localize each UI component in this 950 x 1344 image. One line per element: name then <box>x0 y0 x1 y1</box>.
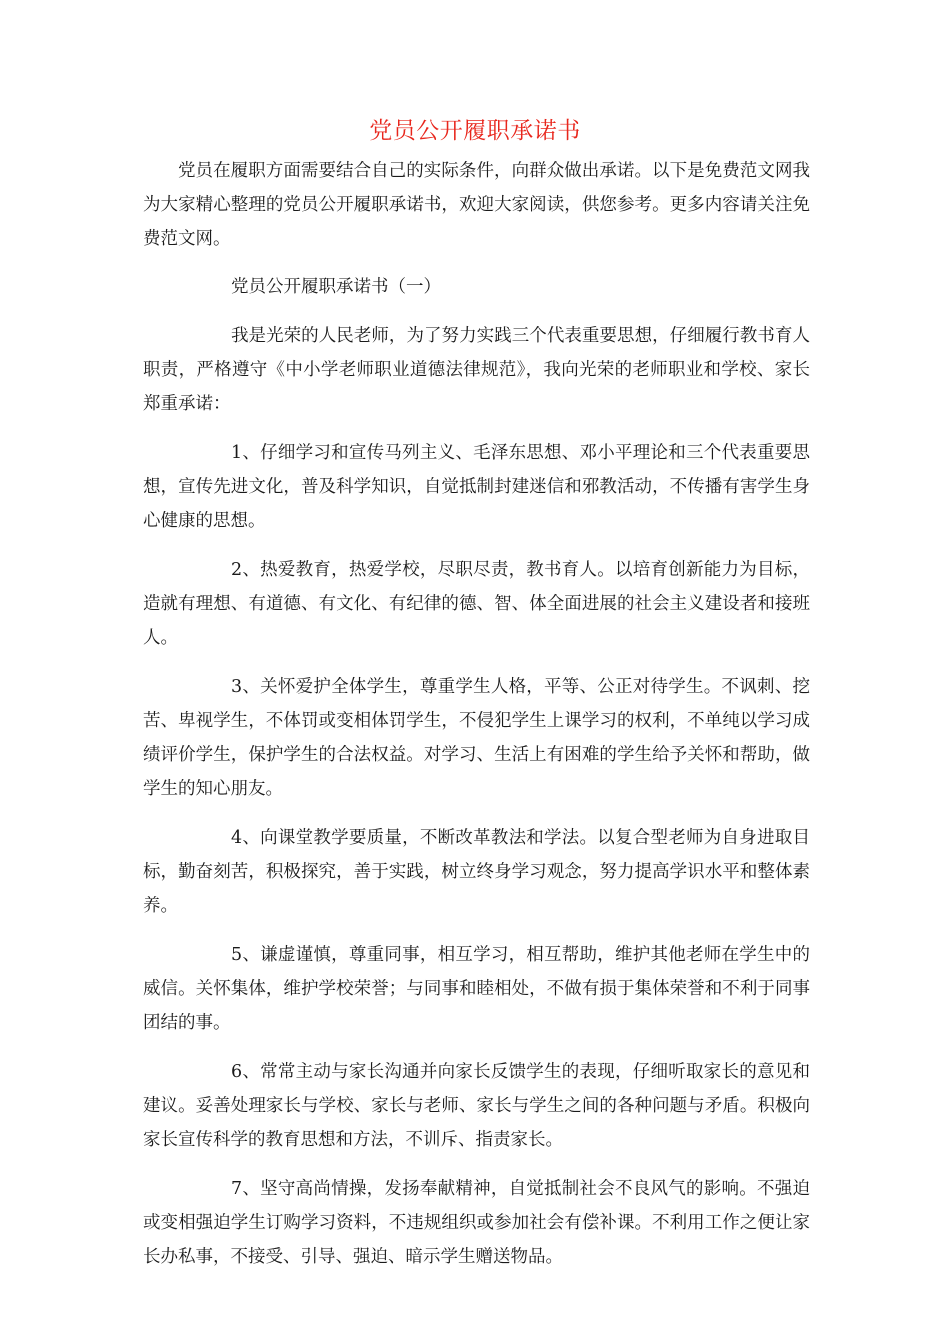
commitment-item-2: 2、热爱教育，热爱学校，尽职尽责，教书育人。以培育创新能力为目标，造就有理想、有道德、有文化、有纪律的德、智、体全面进展的社会主义建设者和接班人。 <box>143 560 810 648</box>
commitment-item-1: 1、仔细学习和宣传马列主义、毛泽东思想、邓小平理论和三个代表重要思想，宣传先进文化，普及科学知识，自觉抵制封建迷信和邪教活动，不传播有害学生身心健康的思想。 <box>143 443 810 531</box>
commitment-item-3: 3、关怀爱护全体学生，尊重学生人格，平等、公正对待学生。不讽刺、挖苦、卑视学生，不体罚或变相体罚学生，不侵犯学生上课学习的权利，不单纯以学习成绩评价学生，保护学生的合法权益。对学习、生活上有困难的学生给予关怀和帮助，做学生的知心朋友。 <box>143 677 810 799</box>
opening-paragraph: 我是光荣的人民老师，为了努力实践三个代表重要思想，仔细履行教书育人职责，严格遵守《中小学老师职业道德法律规范》，我向光荣的老师职业和学校、家长郑重承诺： <box>143 326 810 414</box>
section-title: 党员公开履职承诺书（一） <box>231 277 441 297</box>
document-title: 党员公开履职承诺书 <box>369 118 581 144</box>
commitment-item-7: 7、坚守高尚情操，发扬奉献精神，自觉抵制社会不良风气的影响。不强迫或变相强迫学生订购学习资料，不违规组织或参加社会有偿补课。不利用工作之便让家长办私事，不接受、引导、强迫、暗示学生赠送物品。 <box>143 1179 810 1267</box>
document-body <box>143 154 810 1289</box>
commitment-item-4: 4、向课堂教学要质量，不断改革教法和学法。以复合型老师为自身进取目标，勤奋刻苦，积极探究，善于实践，树立终身学习观念，努力提高学识水平和整体素养。 <box>143 828 810 916</box>
commitment-item-6: 6、常常主动与家长沟通并向家长反馈学生的表现，仔细听取家长的意见和建议。妥善处理家长与学校、家长与老师、家长与学生之间的各种问题与矛盾。积极向家长宣传科学的教育思想和方法，不训斥、指责家长。 <box>143 1062 810 1150</box>
commitment-item-5: 5、谦虚谨慎，尊重同事，相互学习，相互帮助，维护其他老师在学生中的威信。关怀集体，维护学校荣誉；与同事和睦相处，不做有损于集体荣誉和不利于同事团结的事。 <box>143 945 810 1033</box>
intro-paragraph: 党员在履职方面需要结合自己的实际条件，向群众做出承诺。以下是免费范文网我为大家精心整理的党员公开履职承诺书，欢迎大家阅读，供您参考。更多内容请关注免费范文网。 <box>143 161 810 249</box>
